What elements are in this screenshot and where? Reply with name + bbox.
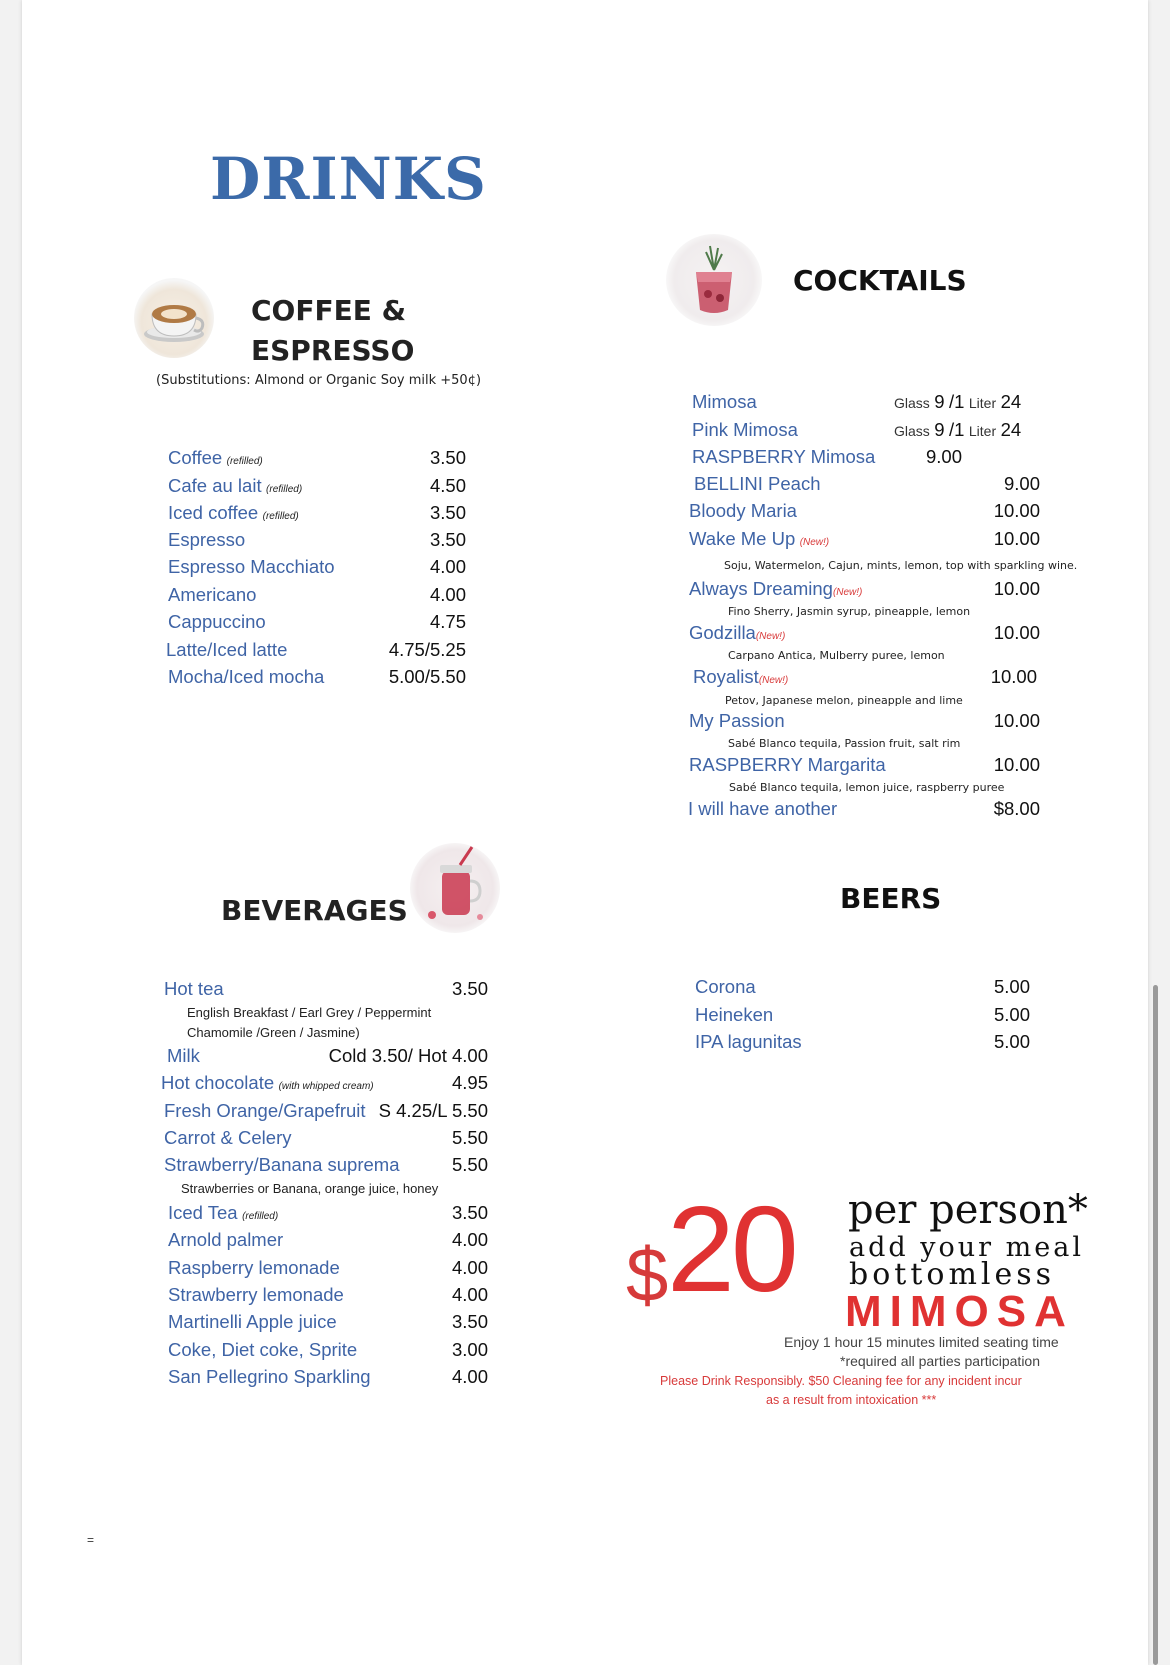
item-name: RASPBERRY Mimosa: [692, 446, 876, 467]
menu-item: [161, 1072, 497, 1094]
menu-item: [692, 419, 1072, 441]
menu-item: [167, 1045, 497, 1067]
item-price: 3.50: [451, 1202, 488, 1223]
vertical-scrollbar[interactable]: [1153, 985, 1158, 1665]
beers-heading: BEERS: [840, 882, 942, 915]
item-price: 4.75/5.25: [388, 639, 466, 660]
item-name: San Pellegrino Sparkling: [168, 1366, 371, 1387]
menu-item: [168, 584, 488, 606]
promo-enjoy-note: Enjoy 1 hour 15 minutes limited seating time: [784, 1334, 1059, 1350]
menu-item: [168, 1257, 498, 1279]
menu-item: [168, 529, 488, 551]
item-price: 9.00: [1003, 473, 1040, 494]
item-name: Fresh Orange/Grapefruit: [164, 1100, 366, 1121]
item-name: Arnold palmer: [168, 1229, 284, 1250]
promo-per-person: per person*: [848, 1187, 1088, 1233]
item-name: Espresso Macchiato: [168, 556, 335, 577]
item-price: 4.00: [451, 1257, 488, 1278]
item-name: Heineken: [695, 1004, 774, 1025]
item-name: Raspberry lemonade: [168, 1257, 340, 1278]
new-badge: (New!): [832, 587, 863, 598]
menu-item: [164, 1154, 497, 1176]
item-price: 3.50: [451, 978, 488, 999]
coffee-heading-line1: COFFEE &: [251, 294, 407, 327]
item-name: Pink Mimosa: [692, 419, 798, 440]
menu-item: [688, 798, 1068, 820]
item-name: RASPBERRY Margarita: [689, 754, 886, 775]
item-price: Cold 3.50/ Hot 4.00: [328, 1045, 488, 1066]
promo-required-note: *required all parties participation: [840, 1353, 1040, 1369]
item-name: Milk: [167, 1045, 200, 1066]
item-price: 4.00: [451, 1284, 488, 1305]
item-price: 4.95: [451, 1072, 488, 1093]
item-name: Strawberry/Banana suprema: [164, 1154, 400, 1175]
item-name: Coke, Diet coke, Sprite: [168, 1339, 358, 1360]
item-description: English Breakfast / Earl Grey / Peppermint: [187, 1005, 432, 1020]
item-price: 5.00: [993, 1004, 1030, 1025]
item-price: 4.00: [451, 1366, 488, 1387]
new-badge: (New!): [758, 675, 789, 686]
beverages-heading: BEVERAGES: [221, 894, 408, 927]
item-tag: (with whipped cream): [278, 1081, 374, 1092]
menu-item: [693, 666, 1073, 688]
new-badge: (New!): [799, 537, 830, 548]
item-price: 5.50: [451, 1127, 488, 1148]
promo-price: 20: [667, 1181, 795, 1317]
menu-item: [689, 528, 1069, 550]
item-name: Hot tea: [164, 978, 224, 999]
menu-item: [695, 1031, 1065, 1053]
item-name: I will have another: [688, 798, 838, 819]
item-name: Martinelli Apple juice: [168, 1311, 337, 1332]
item-name: Bloody Maria: [689, 500, 797, 521]
item-name: Godzilla: [689, 622, 756, 643]
item-price: 10.00: [993, 754, 1040, 775]
menu-item: [168, 447, 488, 469]
menu-item: [689, 754, 1069, 776]
promo-bottomless: bottomless: [849, 1257, 1056, 1292]
promo-add-meal: add your meal: [849, 1232, 1084, 1263]
item-name: My Passion: [689, 710, 785, 731]
item-price: 3.50: [429, 502, 466, 523]
smoothie-jar-icon: [410, 843, 500, 933]
menu-item: [692, 446, 1072, 468]
item-description: Chamomile /Green / Jasmine): [187, 1025, 360, 1040]
menu-item: [164, 1127, 497, 1149]
menu-item: [168, 1202, 498, 1224]
menu-item: [168, 1284, 498, 1306]
item-name: IPA lagunitas: [695, 1031, 802, 1052]
item-price: 5.00: [993, 976, 1030, 997]
item-name: Iced Tea: [168, 1202, 238, 1223]
menu-page: [22, 0, 1148, 1665]
item-tag: (refilled): [266, 484, 303, 495]
menu-item: [164, 1100, 497, 1122]
item-price: 5.00/5.50: [388, 666, 466, 687]
menu-item: [168, 1339, 498, 1361]
item-price: 10.00: [993, 622, 1040, 643]
item-name: Espresso: [168, 529, 246, 550]
item-name: Strawberry lemonade: [168, 1284, 344, 1305]
menu-item: [168, 556, 488, 578]
promo-warning-line2: as a result from intoxication ***: [766, 1393, 937, 1407]
menu-item: [164, 978, 494, 1000]
item-price: 9.00: [926, 446, 963, 467]
item-name: Coffee: [168, 447, 223, 468]
item-price: 4.50: [429, 475, 466, 496]
item-name: Carrot & Celery: [164, 1127, 292, 1148]
item-description: Strawberries or Banana, orange juice, honey: [181, 1181, 439, 1196]
menu-item: [689, 622, 1069, 644]
menu-item: [695, 1004, 1065, 1026]
item-name: Corona: [695, 976, 756, 997]
item-price: Glass 9 /1 Liter 24: [894, 391, 1022, 412]
menu-item: [168, 475, 488, 497]
item-price: 5.50: [451, 1154, 488, 1175]
item-tag: (refilled): [226, 456, 263, 467]
item-name: Latte/Iced latte: [166, 639, 288, 660]
item-price: 10.00: [993, 578, 1040, 599]
item-price: 3.50: [429, 447, 466, 468]
promo-mimosa: MIMOSA: [845, 1287, 1074, 1336]
menu-item: [168, 1311, 498, 1333]
menu-item: [695, 976, 1065, 998]
item-price: 3.50: [429, 529, 466, 550]
item-name: Hot chocolate: [161, 1072, 275, 1093]
menu-item: [168, 1366, 498, 1388]
footer-mark: =: [87, 1533, 95, 1547]
page-title: DRINKS: [210, 145, 487, 213]
cocktail-glass-icon: [666, 234, 762, 326]
item-price: S 4.25/L 5.50: [378, 1100, 488, 1121]
item-name: Cappuccino: [168, 611, 266, 632]
promo-warning-line1: Please Drink Responsibly. $50 Cleaning fee for any incident incur: [660, 1374, 1022, 1388]
menu-item: [689, 710, 1069, 732]
promo-dollar-sign: $: [626, 1233, 669, 1318]
item-price: Glass 9 /1 Liter 24: [894, 419, 1022, 440]
item-price: 4.75: [429, 611, 466, 632]
item-description: Soju, Watermelon, Cajun, mints, lemon, top with sparkling wine.: [724, 559, 1078, 572]
item-description: Sabé Blanco tequila, lemon juice, raspberry puree: [729, 781, 1005, 794]
item-price: 3.00: [451, 1339, 488, 1360]
coffee-substitution-note: (Substitutions: Almond or Organic Soy milk +50¢): [156, 373, 482, 388]
item-name: BELLINI Peach: [694, 473, 821, 494]
item-name: Mimosa: [692, 391, 757, 412]
item-name: Royalist: [693, 666, 759, 687]
item-price: 10.00: [993, 500, 1040, 521]
menu-item: [168, 611, 488, 633]
item-tag: (refilled): [242, 1211, 279, 1222]
item-description: Petov, Japanese melon, pineapple and lime: [725, 694, 963, 707]
item-name: Americano: [168, 584, 257, 605]
item-name: Cafe au lait: [168, 475, 262, 496]
item-price: 10.00: [990, 666, 1037, 687]
item-tag: (refilled): [262, 511, 299, 522]
menu-item: [694, 473, 1074, 495]
menu-item: [692, 391, 1072, 413]
coffee-cup-icon: [134, 278, 214, 358]
item-price: 5.00: [993, 1031, 1030, 1052]
item-name: Iced coffee: [168, 502, 259, 523]
item-price: 10.00: [993, 528, 1040, 549]
item-price: 3.50: [451, 1311, 488, 1332]
item-name: Wake Me Up: [689, 528, 796, 549]
menu-item: [168, 1229, 498, 1251]
item-description: Sabé Blanco tequila, Passion fruit, salt rim: [728, 737, 961, 750]
coffee-heading-line2: ESPRESSO: [251, 334, 415, 367]
menu-item: [689, 500, 1069, 522]
item-description: Fino Sherry, Jasmin syrup, pineapple, lemon: [728, 605, 971, 618]
item-price: 4.00: [429, 584, 466, 605]
new-badge: (New!): [755, 631, 786, 642]
menu-item: [166, 639, 488, 661]
item-price: 4.00: [429, 556, 466, 577]
cocktails-heading: COCKTAILS: [793, 264, 967, 297]
item-price: $8.00: [993, 798, 1040, 819]
menu-item: [168, 666, 488, 688]
menu-item: [689, 578, 1069, 600]
item-price: 4.00: [451, 1229, 488, 1250]
menu-item: [168, 502, 488, 524]
item-description: Carpano Antica, Mulberry puree, lemon: [728, 649, 945, 662]
item-name: Mocha/Iced mocha: [168, 666, 325, 687]
item-price: 10.00: [993, 710, 1040, 731]
item-name: Always Dreaming: [689, 578, 833, 599]
